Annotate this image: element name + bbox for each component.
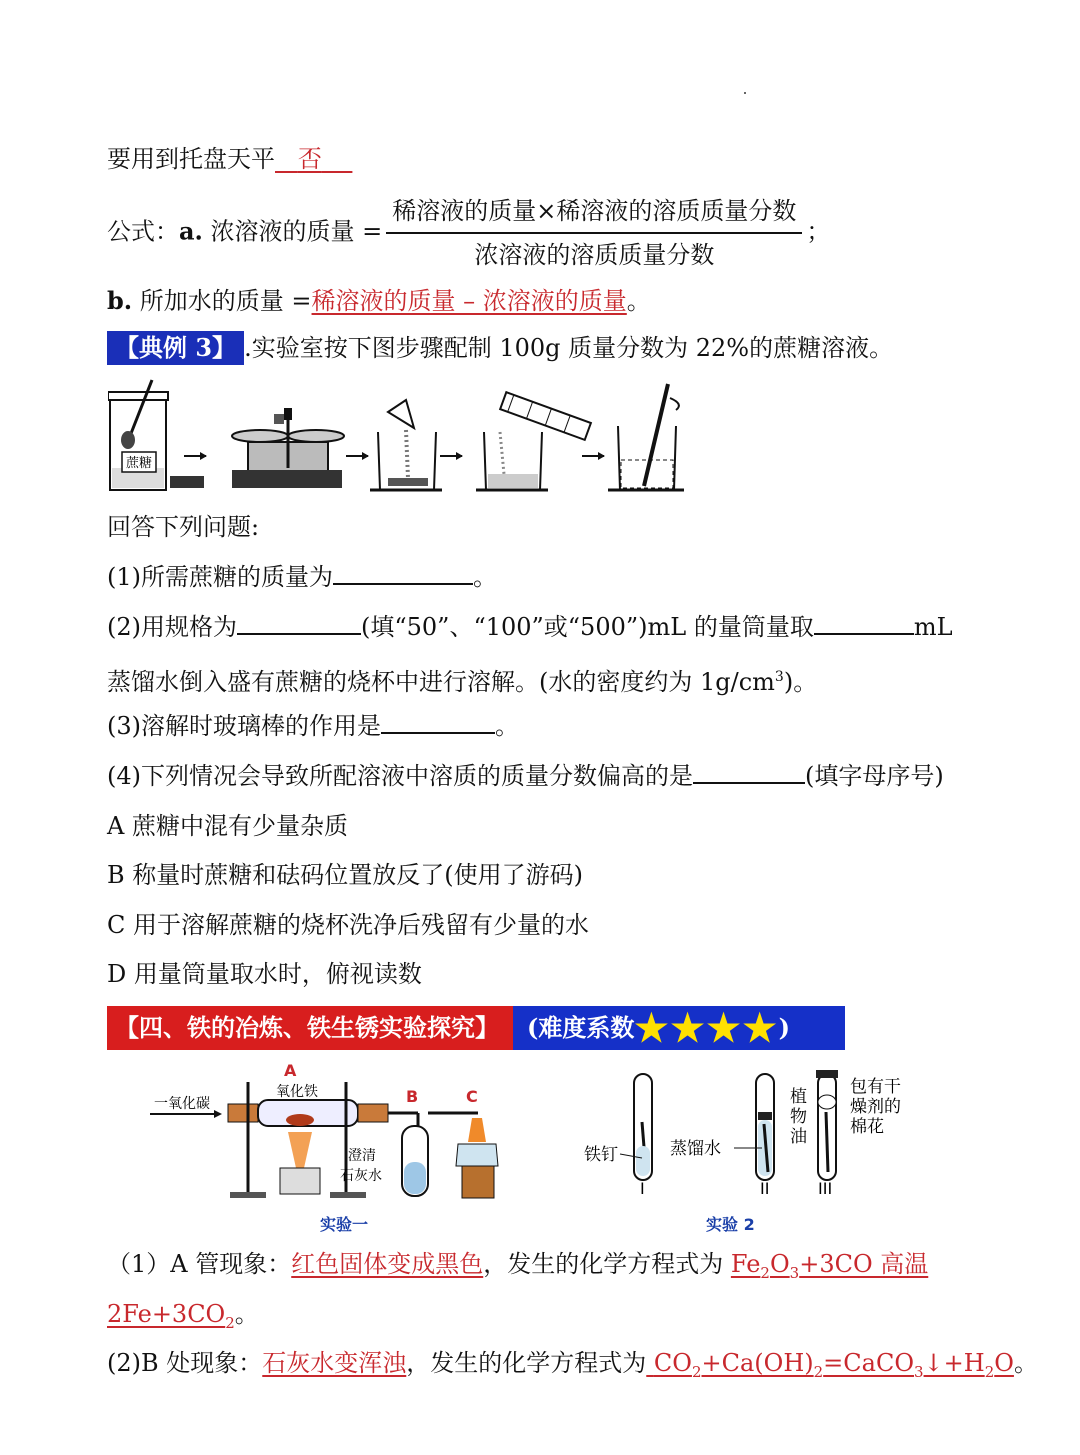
co-inlet-label: 一氧化碳 (154, 1096, 210, 1112)
q2-text-b: (填“50”、“100”或“500”)mL 的量筒量取 (361, 613, 814, 641)
answer2-prefix: (2)B 处现象： (107, 1349, 263, 1377)
cotton-label-3: 棉花 (850, 1117, 884, 1137)
q3-blank (381, 710, 495, 734)
eq1-sub-1: 2 (760, 1263, 770, 1282)
sugar-procedure-figure (108, 378, 688, 494)
difficulty-label: (难度系数 (527, 1013, 635, 1042)
balance-answer-text: 否 (297, 145, 322, 173)
arrow-3-head (456, 452, 463, 460)
answer1-equation (730, 1250, 929, 1282)
q2-cont-text: 蒸馏水倒入盛有蔗糖的烧杯中进行溶解。(水的密度约为 1g/cm (107, 668, 775, 696)
formula-a-letter: a. (179, 216, 203, 246)
eq1-part-c: +3CO 高温 (799, 1250, 929, 1278)
answer1-mid: ，发生的化学方程式为 (483, 1250, 724, 1278)
fraction-denominator: 浓溶液的溶质质量分数 (474, 241, 715, 269)
eq1-sub-2: 3 (789, 1263, 800, 1282)
question-3 (107, 710, 519, 742)
q2-cont-end: )。 (783, 668, 818, 696)
q2-unit: mL (913, 613, 953, 641)
q2-blank-1 (237, 611, 361, 635)
jar-label: 蔗糖 (125, 456, 153, 471)
formula-b (107, 285, 651, 317)
iron-experiment-figure (150, 1062, 930, 1242)
q3-end: 。 (495, 712, 519, 740)
example3-text: .实验室按下图步骤配制 100g 质量分数为 22%的蔗糖溶液。 (244, 334, 894, 362)
difficulty-box (513, 1006, 845, 1050)
eq2-part-e: O (994, 1349, 1014, 1377)
experiment-2-caption: 实验 2 (706, 1215, 755, 1234)
fraction-numerator: 稀溶液的质量×稀溶液的溶质质量分数 (386, 194, 802, 234)
answer-1 (107, 1248, 928, 1289)
fraction (386, 194, 802, 272)
q4-blank (693, 760, 805, 784)
formula-a-end: ； (806, 217, 831, 246)
q2-blank-2 (814, 611, 914, 635)
tube-1-label: I (640, 1179, 645, 1198)
answer1-end: 。 (234, 1300, 259, 1328)
answer2-end: 。 (1013, 1349, 1038, 1377)
q3-text: (3)溶解时玻璃棒的作用是 (107, 712, 381, 740)
cotton-label-1: 包有干 (850, 1077, 901, 1097)
eq1-product-sub: 2 (225, 1313, 235, 1332)
nail-label: 铁钉 (584, 1145, 618, 1165)
experiment-2-apparatus (584, 1070, 901, 1234)
formula-a-label: 浓溶液的质量 = (210, 217, 383, 246)
label-b: B (406, 1087, 419, 1106)
question-4 (107, 760, 944, 792)
q1-blank (333, 561, 473, 585)
formula-prefix: 公式： (107, 217, 179, 246)
formula-b-end: 。 (626, 287, 651, 315)
arrow-1-head (200, 452, 207, 460)
answer-1-continued (107, 1298, 259, 1339)
answer2-phenomenon: 石灰水变浑浊 (262, 1349, 407, 1377)
cotton-label-2: 燥剂的 (850, 1097, 901, 1117)
stray-dot (744, 92, 746, 94)
eq1-product: 2Fe+3CO (107, 1300, 226, 1328)
star-icon: ★ (706, 1005, 741, 1050)
limewater-label-2: 石灰水 (340, 1168, 382, 1184)
option-b: B 称量时蔗糖和砝码位置放反了(使用了游码) (107, 861, 583, 889)
eq2-sub-4: 2 (984, 1362, 995, 1381)
balance (232, 408, 344, 488)
option-a: A 蔗糖中混有少量杂质 (107, 812, 348, 840)
question-2 (107, 611, 953, 643)
answer2-mid: ，发生的化学方程式为 (406, 1349, 647, 1377)
answer2-equation (646, 1349, 1014, 1381)
balance-answer (275, 145, 352, 173)
sugar-jar (108, 380, 204, 490)
answer1-equation-product (107, 1300, 235, 1332)
label-a: A (284, 1062, 297, 1080)
oil-label-3: 油 (790, 1127, 807, 1147)
option-c: C 用于溶解蔗糖的烧杯洗净后残留有少量的水 (107, 911, 589, 939)
oil-label-2: 物 (790, 1107, 807, 1127)
eq2-sub-3: 3 (914, 1362, 924, 1381)
eq2-part-d: ↓+H (923, 1349, 985, 1377)
beaker-sugar (370, 400, 442, 490)
answer1-phenomenon: 红色固体变成黑色 (291, 1250, 484, 1278)
eq2-part-b: +Ca(OH) (701, 1349, 814, 1377)
eq1-part-b: O (769, 1250, 790, 1278)
beaker-pouring (476, 392, 591, 490)
experiment-1-apparatus (150, 1062, 498, 1234)
option-d: D 用量筒量取水时，俯视读数 (107, 960, 422, 988)
answer1-prefix: （1）A 管现象： (107, 1250, 292, 1278)
answer-2 (107, 1347, 1038, 1388)
limewater-label-1: 澄清 (348, 1148, 376, 1164)
section4-banner (107, 1006, 845, 1050)
oil-label-1: 植 (790, 1087, 807, 1107)
question-2-continued (107, 661, 817, 698)
formula-b-label: 所加水的质量 = (139, 287, 312, 315)
q4-end: (填字母序号) (805, 762, 944, 790)
water-label: 蒸馏水 (670, 1139, 721, 1159)
experiment-1-caption: 实验一 (320, 1215, 369, 1234)
example3-tag: 【典例 3】 (107, 331, 244, 365)
tube-3-label: III (818, 1179, 833, 1198)
line-balance (107, 143, 352, 175)
eq2-sub-1: 2 (691, 1362, 702, 1381)
q4-text: (4)下列情况会导致所配溶液中溶质的质量分数偏高的是 (107, 762, 693, 790)
question-1 (107, 561, 497, 593)
eq1-part-a: Fe (730, 1250, 761, 1278)
eq2-part-c: =CaCO (823, 1349, 914, 1377)
q2-text-a: (2)用规格为 (107, 613, 237, 641)
questions-intro: 回答下列问题: (107, 513, 260, 541)
star-icon: ★ (742, 1005, 777, 1050)
q1-end: 。 (473, 563, 497, 591)
iron-oxide-label: 氧化铁 (276, 1084, 318, 1100)
section4-title: 【四、铁的冶炼、铁生锈实验探究】 (107, 1006, 513, 1050)
beaker-stirring (608, 384, 684, 490)
eq2-part-a: CO (653, 1349, 692, 1377)
example3-line (107, 331, 893, 365)
label-c: C (466, 1087, 478, 1106)
balance-question: 要用到托盘天平 (107, 145, 275, 173)
tube-2-label: II (760, 1179, 770, 1198)
eq2-sub-2: 2 (813, 1362, 824, 1381)
arrow-4-head (598, 452, 605, 460)
q2-cont-sup: 3 (774, 669, 784, 685)
star-icon: ★ (634, 1005, 669, 1050)
arrow-2-head (362, 452, 369, 460)
q1-text: (1)所需蔗糖的质量为 (107, 563, 333, 591)
formula-a (107, 194, 830, 272)
formula-b-letter: b. (107, 286, 133, 315)
formula-b-answer: 稀溶液的质量 – 浓溶液的质量 (311, 287, 627, 315)
star-icon: ★ (670, 1005, 705, 1050)
difficulty-close: ) (778, 1013, 791, 1042)
